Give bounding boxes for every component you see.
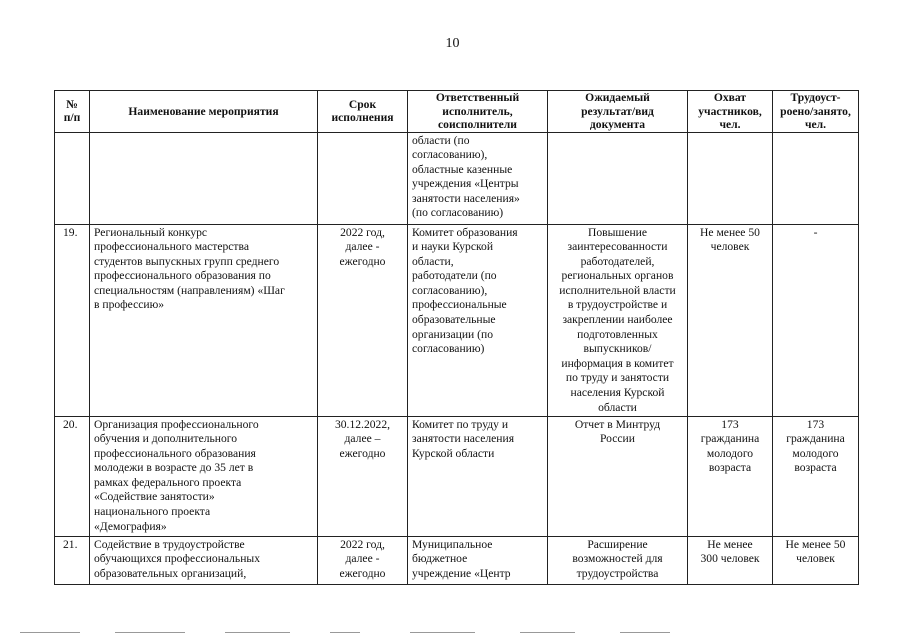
header-text-line: участников, — [698, 104, 762, 118]
cell-text-line: согласованию), — [412, 148, 488, 162]
cell-text-line: Не менее — [707, 537, 753, 551]
cell-text-line: возраста — [708, 461, 752, 475]
page-number: 10 — [445, 36, 460, 51]
cell-result — [548, 224, 688, 416]
cell-text-line: работодателей, — [580, 254, 655, 268]
header-text-line: Наименование мероприятия — [128, 104, 279, 118]
cell-text-line: выпускников/ — [583, 342, 652, 356]
cell-num — [55, 224, 90, 416]
cell-text-line: Курской области — [412, 446, 495, 460]
cell-text-line: 21. — [63, 537, 78, 551]
cell-text-line: в трудоустройстве и — [567, 298, 668, 312]
cell-text-line: бюджетное — [412, 552, 468, 566]
cell-text-line: (по согласованию) — [412, 206, 504, 220]
cell-text-line: согласованию), — [412, 283, 488, 297]
cell-text-line: Не менее 50 — [785, 537, 846, 551]
cell-text-line: образовательные — [412, 313, 496, 327]
cell-text-line: человек — [710, 240, 750, 254]
cell-employed — [773, 132, 859, 224]
cell-text-line: молодежи в возрасте до 35 лет в — [94, 461, 254, 475]
cell-text-line: Муниципальное — [412, 537, 493, 551]
cell-text-line: Организация профессионального — [94, 417, 259, 431]
cell-num — [55, 416, 90, 536]
cell-text-line: национального проекта — [94, 505, 211, 519]
header-text-line: документа — [589, 118, 646, 131]
header-text-line: № — [66, 97, 78, 111]
cell-text-line: 173 — [721, 417, 739, 431]
header-text-line: чел. — [719, 118, 741, 131]
events-table — [54, 90, 859, 585]
cell-text-line: Региональный конкурс — [94, 225, 208, 239]
cell-employed — [773, 224, 859, 416]
cell-text-line: областные казенные — [412, 162, 513, 176]
header-text-line: чел. — [804, 118, 827, 131]
table-row — [55, 416, 859, 536]
cell-text-line: учреждение «Центр — [412, 566, 511, 580]
table-header-row — [55, 91, 859, 133]
cell-text-line: Отчет в Минтруд — [574, 417, 661, 431]
table-row — [55, 536, 859, 584]
cell-text-line: Не менее 50 — [700, 225, 760, 239]
cell-text-line: гражданина — [786, 432, 845, 446]
header-text-line: п/п — [63, 111, 81, 125]
cell-text-line: Повышение — [587, 225, 648, 239]
cell-text-line: занятости населения — [412, 432, 515, 446]
cell-event-name — [90, 132, 318, 224]
cell-text-line: 30.12.2022, — [334, 417, 391, 431]
cell-result — [548, 536, 688, 584]
cell-text-line: населения Курской — [570, 386, 665, 400]
cell-text-line: далее – — [344, 432, 381, 446]
cell-text-line: далее - — [345, 240, 380, 254]
header-text-line: исполнитель, — [442, 104, 513, 118]
cell-text-line: 300 человек — [700, 552, 760, 566]
cell-text-line: ежегодно — [339, 254, 386, 268]
cell-text-line: человек — [796, 552, 835, 566]
header-text-line: Ожидаемый — [585, 91, 650, 104]
cell-term — [318, 416, 408, 536]
cell-text-line: профессиональные — [412, 298, 507, 312]
cell-text-line: области (по — [412, 133, 470, 147]
cell-text-line: Расширение — [587, 537, 648, 551]
cell-text-line: возможностей для — [572, 552, 663, 566]
cell-text-line: «Демография» — [94, 519, 167, 533]
cell-term — [318, 536, 408, 584]
cell-text-line: области — [598, 400, 637, 414]
cell-text-line: закреплении наиболее — [562, 313, 673, 327]
header-coverage — [688, 91, 773, 133]
table-body — [55, 132, 859, 584]
cell-text-line: и науки Курской — [412, 240, 494, 254]
cell-text-line: в профессию» — [94, 298, 165, 312]
cell-text-line: работодатели (по — [412, 269, 497, 283]
header-num — [55, 91, 90, 133]
cell-text-line: Комитет по труду и — [412, 417, 509, 431]
header-text-line: Ответственный — [435, 91, 520, 104]
cell-text-line: 2022 год, — [340, 537, 385, 551]
cell-text-line: специальностям (направлениям) «Шаг — [94, 283, 285, 297]
cell-text-line: организации (по — [412, 327, 494, 341]
cell-executor — [408, 536, 548, 584]
cell-num — [55, 536, 90, 584]
cell-event-name — [90, 416, 318, 536]
header-executor — [408, 91, 548, 133]
header-text-line: соисполнители — [438, 118, 517, 131]
cell-text-line: информация в комитет — [561, 356, 674, 370]
cell-employed — [773, 536, 859, 584]
cell-employed — [773, 416, 859, 536]
cell-text-line: Комитет образования — [412, 225, 518, 239]
header-text-line: Срок — [348, 97, 377, 111]
cell-text-line: 173 — [806, 417, 825, 431]
cell-text-line: 20. — [63, 417, 78, 431]
cell-text-line: Содействие в трудоустройстве — [94, 537, 245, 551]
cell-text-line: заинтересованности — [567, 240, 668, 254]
cell-result — [548, 132, 688, 224]
cell-coverage — [688, 416, 773, 536]
cell-text-line: гражданина — [700, 432, 760, 446]
header-employed — [773, 91, 859, 133]
cell-text-line: далее - — [345, 552, 380, 566]
cell-coverage — [688, 132, 773, 224]
cell-text-line: 19. — [63, 225, 78, 239]
cell-text-line: трудоустройства — [576, 566, 659, 580]
cell-text-line: России — [600, 432, 635, 446]
header-text-line: исполнения — [331, 111, 394, 125]
cell-text-line: обучающихся профессиональных — [94, 552, 261, 566]
table-row — [55, 132, 859, 224]
header-text-line: роено/занято, — [780, 104, 851, 118]
cell-executor — [408, 416, 548, 536]
cell-text-line: согласованию) — [412, 342, 485, 356]
cell-text-line: ежегодно — [339, 446, 386, 460]
cell-text-line: занятости населения» — [412, 191, 520, 205]
cell-text-line: подготовленных — [577, 327, 658, 341]
cell-text-line: «Содействие занятости» — [94, 490, 215, 504]
cell-text-line: образовательных организаций, — [94, 566, 247, 580]
header-text-line: Охват — [713, 91, 747, 104]
cell-text-line: молодого — [706, 446, 754, 460]
header-text-line: Трудоуст- — [790, 91, 841, 104]
cell-text-line: по труду и занятости — [565, 371, 670, 385]
cell-executor — [408, 132, 548, 224]
cell-event-name — [90, 536, 318, 584]
cell-text-line: профессионального образования — [94, 446, 256, 460]
cell-num — [55, 132, 90, 224]
table-row — [55, 224, 859, 416]
cell-text-line: области, — [412, 254, 454, 268]
cell-term — [318, 132, 408, 224]
cell-text-line: обучения и дополнительного — [94, 432, 238, 446]
cell-text-line: - — [813, 225, 818, 239]
cell-text-line: профессионального образования по — [94, 269, 271, 283]
cell-coverage — [688, 224, 773, 416]
cell-text-line: региональных органов — [561, 269, 674, 283]
header-name — [90, 91, 318, 133]
cell-text-line: рамках федерального проекта — [94, 475, 242, 489]
cell-text-line: учреждения «Центры — [412, 177, 519, 191]
header-term — [318, 91, 408, 133]
cell-text-line: возраста — [794, 461, 837, 475]
cell-text-line: исполнительной власти — [559, 283, 676, 297]
header-result — [548, 91, 688, 133]
header-text-line: результат/вид — [581, 104, 654, 118]
cell-text-line: студентов выпускных групп среднего — [94, 254, 280, 268]
cell-event-name — [90, 224, 318, 416]
cell-coverage — [688, 536, 773, 584]
cell-term — [318, 224, 408, 416]
cell-executor — [408, 224, 548, 416]
cell-result — [548, 416, 688, 536]
cell-text-line: молодого — [792, 446, 839, 460]
cell-text-line: ежегодно — [339, 566, 386, 580]
cell-text-line: профессионального мастерства — [94, 240, 249, 254]
footer-scan-marks — [20, 632, 890, 638]
cell-text-line: 2022 год, — [340, 225, 385, 239]
